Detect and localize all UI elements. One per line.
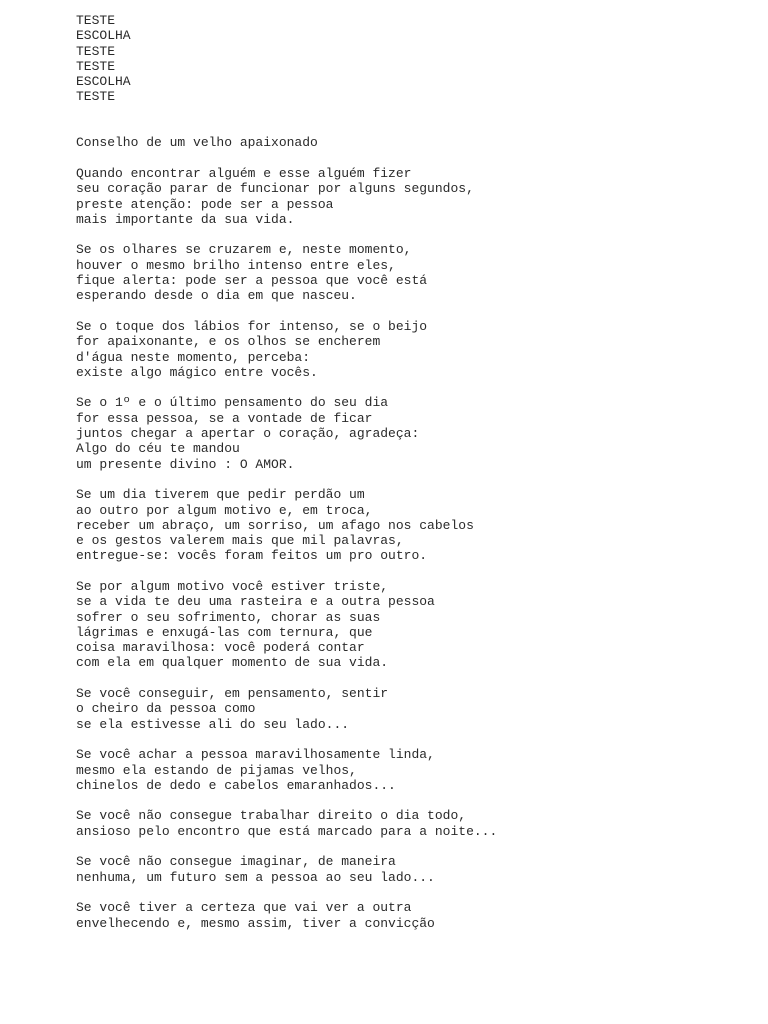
header-line: TESTE (76, 58, 116, 74)
poem-line: e os gestos valerem mais que mil palavras, (76, 533, 404, 549)
poem-line: Se você não consegue imaginar, de maneira (76, 854, 396, 870)
poem-line: um presente divino : O AMOR. (76, 456, 295, 472)
poem-line: Se por algum motivo você estiver triste, (76, 578, 389, 594)
header-line: TESTE (76, 13, 116, 28)
poem-line: chinelos de dedo e cabelos emaranhados... (76, 777, 396, 793)
poem-line: Quando encontrar alguém e esse alguém fizer (76, 165, 412, 181)
poem-stanza (76, 808, 756, 839)
poem-line: Se o 1º e o último pensamento do seu dia (76, 395, 389, 411)
poem-stanza (76, 166, 756, 227)
spacer (76, 151, 756, 166)
poem-stanza (76, 319, 756, 380)
poem-line: for essa pessoa, se a vontade de ficar (76, 410, 373, 426)
poem-line: preste atenção: pode ser a pessoa (76, 196, 334, 212)
document-text (76, 13, 756, 931)
spacer (76, 732, 756, 747)
spacer (76, 380, 756, 395)
poem-line: Algo do céu te mandou (76, 441, 240, 457)
poem-line: houver o mesmo brilho intenso entre eles, (76, 257, 396, 273)
spacer (76, 227, 756, 242)
poem-line: fique alerta: pode ser a pessoa que você está (76, 273, 428, 289)
poem-line: for apaixonante, e os olhos se encherem (76, 334, 381, 350)
spacer (76, 105, 756, 136)
poem-line: Se os olhares se cruzarem e, neste momento, (76, 242, 412, 258)
poem-line: lágrimas e enxugá-las com ternura, que (76, 624, 373, 640)
spacer (76, 671, 756, 686)
poem-line: Se você achar a pessoa maravilhosamente linda, (76, 747, 435, 763)
spacer (76, 304, 756, 319)
poem-line: coisa maravilhosa: você poderá contar (76, 640, 365, 656)
poem-line: esperando desde o dia em que nasceu. (76, 288, 357, 304)
poem-line: com ela em qualquer momento de sua vida. (76, 655, 389, 671)
poem-stanza (76, 900, 756, 931)
poem-stanza (76, 395, 756, 471)
header-line: TESTE (76, 43, 116, 59)
spacer (76, 839, 756, 854)
poem-line: receber um abraço, um sorriso, um afago nos cabelos (76, 517, 474, 533)
poem-line: o cheiro da pessoa como (76, 701, 256, 717)
poem-body (76, 166, 756, 931)
spacer (76, 885, 756, 900)
poem-line: envelhecendo e, mesmo assim, tiver a convicção (76, 915, 435, 931)
poem-stanza (76, 242, 756, 303)
poem-line: Se você conseguir, em pensamento, sentir (76, 686, 389, 702)
poem-line: mesmo ela estando de pijamas velhos, (76, 762, 357, 778)
header-line: ESCOLHA (76, 28, 131, 44)
header-block (76, 13, 756, 105)
poem-line: juntos chegar a apertar o coração, agradeça: (76, 426, 420, 442)
poem-stanza (76, 686, 756, 732)
header-line: TESTE (76, 89, 116, 105)
poem-line: mais importante da sua vida. (76, 211, 295, 227)
spacer (76, 564, 756, 579)
poem-stanza (76, 487, 756, 563)
poem-line: Se um dia tiverem que pedir perdão um (76, 487, 365, 503)
poem-stanza (76, 579, 756, 671)
spacer (76, 472, 756, 487)
poem-line: ansioso pelo encontro que está marcado para a noite... (76, 823, 498, 839)
poem-line: se ela estivesse ali do seu lado... (76, 716, 350, 732)
poem-line: Se o toque dos lábios for intenso, se o beijo (76, 318, 428, 334)
poem-line: Se você não consegue trabalhar direito o dia todo, (76, 808, 467, 824)
poem-stanza (76, 747, 756, 793)
poem-title: Conselho de um velho apaixonado (76, 135, 318, 151)
poem-line: sofrer o seu sofrimento, chorar as suas (76, 609, 381, 625)
poem-line: ao outro por algum motivo e, em troca, (76, 502, 373, 518)
poem-line: entregue-se: vocês foram feitos um pro outro. (76, 548, 428, 564)
poem-line: existe algo mágico entre vocês. (76, 364, 318, 380)
poem-line: se a vida te deu uma rasteira e a outra pessoa (76, 594, 435, 610)
header-line: ESCOLHA (76, 74, 131, 90)
poem-stanza (76, 854, 756, 885)
poem-line: seu coração parar de funcionar por alguns segundos, (76, 181, 474, 197)
poem-line: nenhuma, um futuro sem a pessoa ao seu lado... (76, 869, 435, 885)
spacer (76, 793, 756, 808)
poem-line: d'água neste momento, perceba: (76, 349, 311, 365)
poem-line: Se você tiver a certeza que vai ver a outra (76, 900, 412, 916)
